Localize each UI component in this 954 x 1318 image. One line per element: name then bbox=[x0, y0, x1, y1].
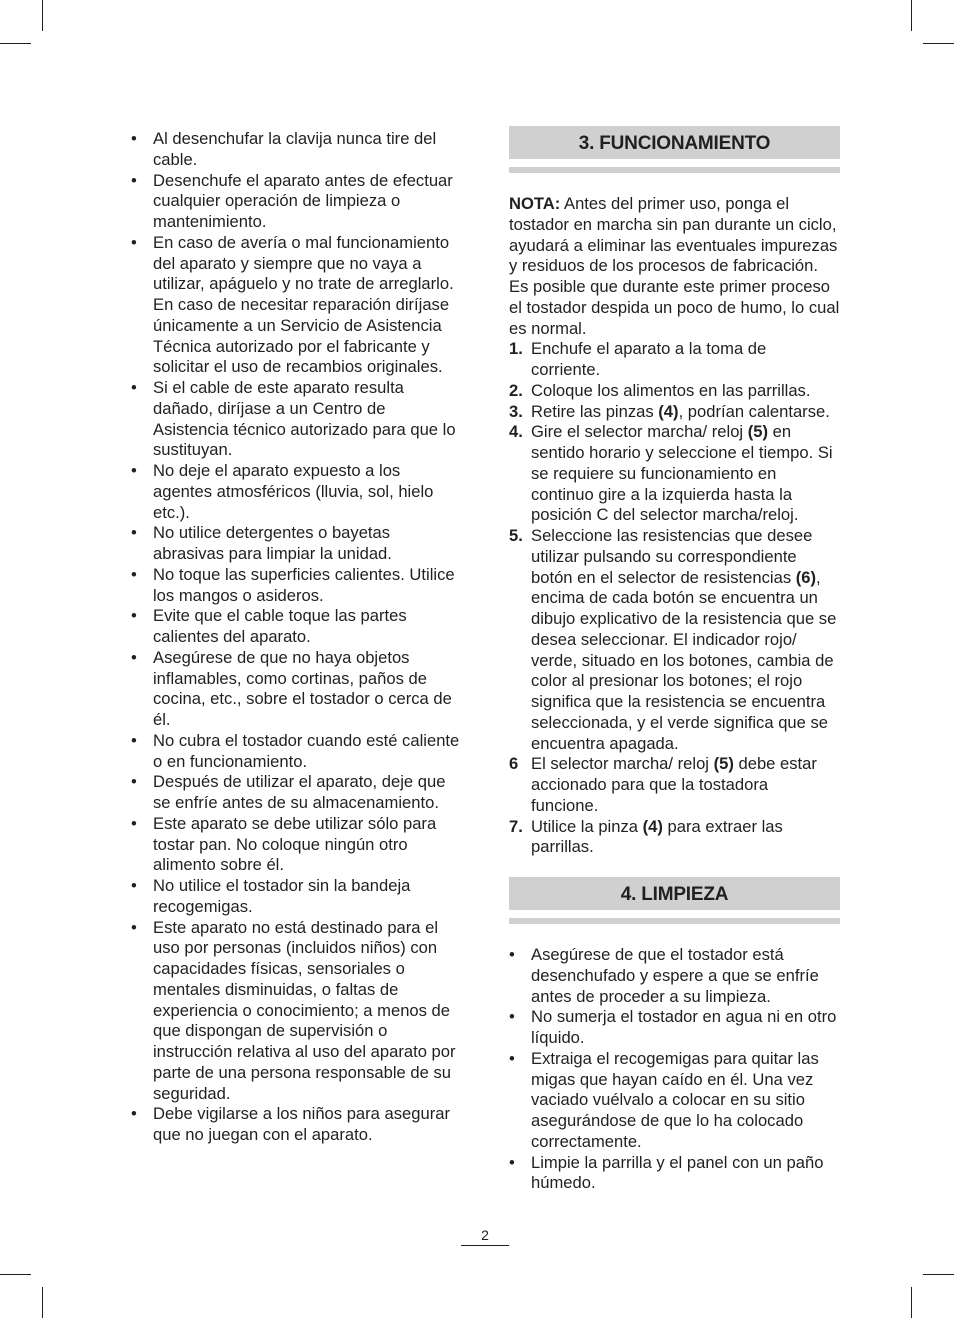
crop-mark bbox=[0, 43, 31, 44]
step-text: Enchufe el aparato a la toma de corriente. bbox=[531, 339, 767, 379]
list-item: • No cubra el tostador cuando esté caliente o en funcionamiento. bbox=[131, 731, 463, 773]
section-rule bbox=[509, 918, 840, 924]
step-item bbox=[509, 402, 840, 423]
step-number: 5. bbox=[509, 526, 523, 545]
list-item: • En caso de avería o mal funcionamiento del aparato y siempre que no vaya a utilizar, apáguelo y no trate de arreglarlo. En caso de necesitar reparación diríjase únicamente a un Servicio de Asistencia Técnica autorizado por el fabricante y solicitar el uso de recambios originales. bbox=[131, 233, 463, 378]
part-reference: (4) bbox=[642, 816, 663, 836]
step-item bbox=[509, 381, 840, 402]
safety-bullet-list bbox=[131, 129, 463, 1146]
step-text: Retire las pinzas bbox=[531, 401, 659, 421]
list-item: • Este aparato no está destinado para el uso por personas (incluidos niños) con capacidades físicas, sensoriales o mentales disminuidas, o faltas de experiencia o conocimiento; a menos de que dispongan de supervisión o instrucción relativa al uso del aparato por parte de una persona responsable de su seguridad. bbox=[131, 918, 463, 1105]
step-text: Gire el selector marcha/ reloj bbox=[531, 422, 748, 442]
step-item bbox=[509, 817, 840, 859]
note-label: NOTA: bbox=[509, 194, 561, 213]
list-item: • Debe vigilarse a los niños para asegurar que no juegan con el aparato. bbox=[131, 1104, 463, 1146]
step-text: El selector marcha/ reloj bbox=[531, 754, 714, 774]
step-number: 4. bbox=[509, 422, 523, 442]
list-item: • Limpie la parrilla y el panel con un paño húmedo. bbox=[509, 1153, 840, 1195]
step-number: 6 bbox=[509, 754, 519, 774]
step-text: en sentido horario y seleccione el tiempo. Si se requiere su funcionamiento en continuo gire a la izquierda hasta la posición C del selector marcha/reloj. bbox=[531, 422, 833, 525]
crop-mark bbox=[923, 43, 954, 44]
safety-instructions bbox=[131, 129, 463, 1146]
step-text: , encima de cada botón se encuentra un dibujo explicativo de la resistencia que se desea seleccionar. El indicador rojo/ verde, situado en los botones, cambia de color al presionar los botones; el rojo significa que la resistencia se encuentra seleccionada, y el verde significa que se encuentra apagada. bbox=[531, 567, 837, 753]
list-item: • No utilice el tostador sin la bandeja recogemigas. bbox=[131, 876, 463, 918]
cleaning-bullet-list bbox=[509, 945, 840, 1194]
list-item: • No toque las superficies calientes. Utilice los mangos o asideros. bbox=[131, 565, 463, 607]
list-item: • Extraiga el recogemigas para quitar las migas que hayan caído en él. Una vez vaciado vuélvalo a colocar en su sitio asegurándose de que lo ha colocado correctamente. bbox=[509, 1049, 840, 1153]
step-item bbox=[509, 339, 840, 381]
list-item: • Desenchufe el aparato antes de efectuar cualquier operación de limpieza o mantenimiento. bbox=[131, 171, 463, 233]
step-text: Seleccione las resistencias que desee utilizar pulsando su correspondiente botón en el selector de resistencias bbox=[531, 526, 813, 587]
step-item bbox=[509, 422, 840, 526]
section-rule bbox=[509, 167, 840, 173]
crop-mark bbox=[911, 1287, 912, 1318]
step-item bbox=[509, 754, 840, 816]
list-item: • Al desenchufar la clavija nunca tire del cable. bbox=[131, 129, 463, 171]
note-text: Antes del primer uso, ponga el tostador en marcha sin pan durante un ciclo, ayudará a eliminar las eventuales impurezas y residuos de los procesos de fabricación. Es posible que durante este primer proceso el tostador despida un poco de humo, lo cual es normal. bbox=[509, 194, 840, 338]
part-reference: (5) bbox=[747, 422, 768, 442]
page-number-rule bbox=[461, 1245, 509, 1246]
right-column bbox=[509, 126, 840, 1194]
operation-steps-list bbox=[509, 339, 840, 858]
part-reference: (6) bbox=[795, 567, 817, 587]
step-number: 2. bbox=[509, 380, 523, 400]
section-heading-limpieza: 4. LIMPIEZA bbox=[509, 877, 840, 910]
step-item bbox=[509, 526, 840, 754]
step-text: , podrían calentarse. bbox=[678, 401, 830, 421]
step-number: 1. bbox=[509, 339, 523, 359]
list-item: • Después de utilizar el aparato, deje que se enfríe antes de su almacenamiento. bbox=[131, 772, 463, 814]
crop-mark bbox=[923, 1274, 954, 1275]
step-number: 7. bbox=[509, 816, 523, 836]
crop-mark bbox=[42, 1287, 43, 1318]
list-item: • No deje el aparato expuesto a los agentes atmosféricos (lluvia, sol, hielo etc.). bbox=[131, 461, 463, 523]
step-text: Utilice la pinza bbox=[531, 816, 643, 836]
page-number: 2 bbox=[481, 1227, 489, 1243]
list-item: • Si el cable de este aparato resulta dañado, diríjase a un Centro de Asistencia técnico autorizado para que lo sustituyan. bbox=[131, 378, 463, 461]
step-text: debe estar accionado para que la tostadora funcione. bbox=[531, 754, 817, 815]
section-heading-funcionamiento: 3. FUNCIONAMIENTO bbox=[509, 126, 840, 159]
part-reference: (5) bbox=[713, 754, 734, 774]
crop-mark bbox=[0, 1274, 31, 1275]
crop-mark bbox=[42, 0, 43, 31]
list-item: • No utilice detergentes o bayetas abrasivas para limpiar la unidad. bbox=[131, 523, 463, 565]
list-item: • Asegúrese de que el tostador está desenchufado y espere a que se enfríe antes de proceder a su limpieza. bbox=[509, 945, 840, 1007]
step-text: Coloque los alimentos en las parrillas. bbox=[531, 380, 811, 400]
note-paragraph bbox=[509, 194, 840, 339]
list-item: • Evite que el cable toque las partes calientes del aparato. bbox=[131, 606, 463, 648]
step-number: 3. bbox=[509, 401, 523, 421]
crop-mark bbox=[911, 0, 912, 31]
list-item: • No sumerja el tostador en agua ni en otro líquido. bbox=[509, 1007, 840, 1049]
list-item: • Este aparato se debe utilizar sólo para tostar pan. No coloque ningún otro alimento sobre él. bbox=[131, 814, 463, 876]
list-item: • Asegúrese de que no haya objetos inflamables, como cortinas, paños de cocina, etc., sobre el tostador o cerca de él. bbox=[131, 648, 463, 731]
step-text: para extraer las parrillas. bbox=[531, 816, 783, 857]
part-reference: (4) bbox=[658, 401, 679, 421]
